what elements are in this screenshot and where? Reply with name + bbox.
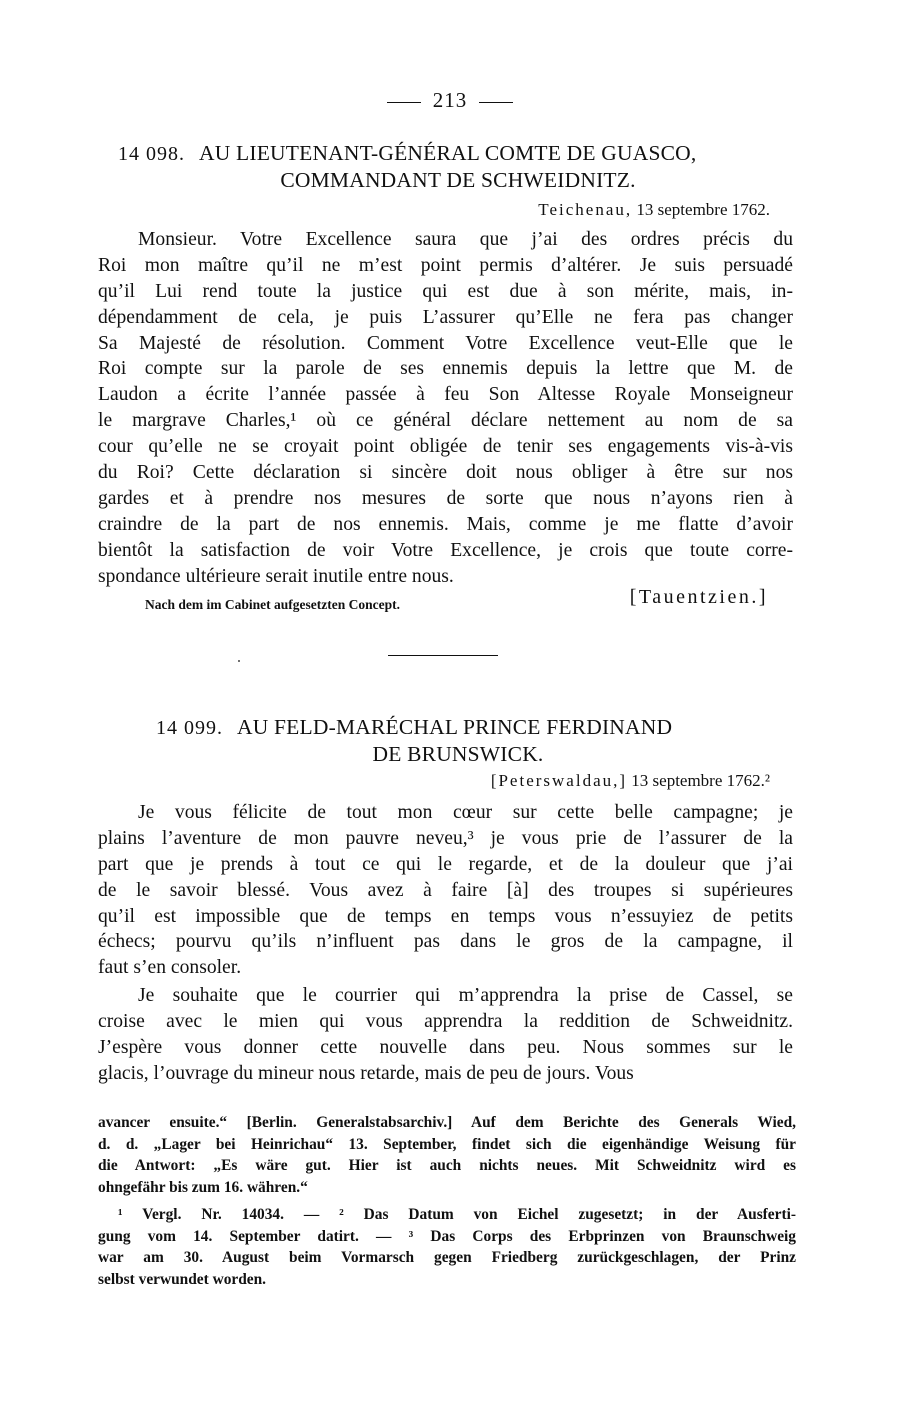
letter-1-date: 13 septembre 1762.: [636, 200, 770, 219]
body-text-line: qu’il est impossible que de temps en temps vous n’essuyiez de petits: [98, 905, 793, 927]
body-text-line: glacis, l’ouvrage du mineur nous retarde, mais de peu de jours. Vous: [98, 1062, 634, 1084]
footnote-line: war am 30. August beim Vormarsch gegen Friedberg zurückgeschlagen, der Prinz: [98, 1249, 796, 1267]
footnote-line: d. d. „Lager bei Heinrichau“ 13. September, findet sich die eigenhändige Weisung für: [98, 1135, 796, 1153]
footnote-line: selbst verwundet worden.: [98, 1270, 267, 1288]
body-text-line: le margrave Charles,¹ où ce général déclare nettement au nom de sa: [98, 410, 793, 432]
footnote-block-notes: [98, 1204, 796, 1290]
letter-1-body: [98, 227, 793, 589]
body-text-line: de le savoir blessé. Vous avez à faire [à] des troupes si supérieures: [98, 879, 793, 901]
letter-2-place: [Peterswaldau,]: [490, 771, 628, 790]
body-text-line: Je vous félicite de tout mon cœur sur cette belle campagne; je: [138, 802, 793, 823]
letter-2-title-line2: DE BRUNSWICK.: [372, 742, 544, 766]
footnote-line: ¹ Vergl. Nr. 14034. — ² Das Datum von Eichel zugesetzt; in der Ausferti-: [118, 1206, 796, 1223]
body-text-line: bientôt la satisfaction de voir Votre Excellence, je crois que toute corre-: [98, 539, 793, 561]
body-text-line: cour qu’elle ne se croyait point obligée de tenir ses engagements vis-à-vis: [98, 436, 793, 458]
letter-2-date: 13 septembre 1762.²: [631, 771, 770, 790]
body-text-line: J’espère vous donner cette nouvelle dans peu. Nous sommes sur le: [98, 1036, 793, 1058]
body-text-line: Roi compte sur la parole de ses ennemis depuis la lettre que M. de: [98, 358, 793, 380]
header-dash-left: [387, 102, 421, 103]
footnote-block-continuation: [98, 1112, 796, 1198]
page-number-header: [0, 88, 900, 113]
body-text-line: gardes et à prendre nos mesures de sorte que nous n’ayons rien à: [98, 487, 793, 509]
footnote-line: die Antwort: „Es wäre gut. Hier ist auch nichts neues. Mit Schweidnitz wird es: [98, 1157, 796, 1175]
body-text-line: faut s’en consoler.: [98, 957, 242, 979]
body-text-line: plains l’aventure de mon pauvre neveu,³ je vous prie de l’assurer de la: [98, 827, 793, 849]
letter-1-source-note: Nach dem im Cabinet aufgesetzten Concept.: [145, 597, 400, 612]
letter-1-place: Teichenau,: [538, 200, 633, 219]
page-number: 213: [432, 88, 468, 112]
letter-2-number: 14 099.: [156, 717, 223, 739]
speck: [238, 660, 240, 662]
header-dash-right: [479, 102, 513, 103]
body-text-line: part que je prends à tout ce qui le regarde, et de la douleur que j’ai: [98, 853, 793, 875]
letter-1-number: 14 098.: [118, 143, 185, 165]
body-text-line: Je souhaite que le courrier qui m’apprendra la prise de Cassel, se: [138, 985, 793, 1006]
body-text-line: dépendamment de cela, je puis L’assurer qu’Elle ne fera pas changer: [98, 306, 793, 328]
letter-1-title-line1: AU LIEUTENANT-GÉNÉRAL COMTE DE GUASCO,: [199, 141, 697, 165]
body-text-line: échecs; pourvu qu’ils n’influent pas dans le gros de la campagne, il: [98, 931, 793, 953]
footnote-line: avancer ensuite.“ [Berlin. Generalstabsarchiv.] Auf dem Berichte des Generals Wied,: [98, 1114, 796, 1131]
body-text-line: Roi mon maître qu’il ne m’est point permis d’altérer. Je suis persuadé: [98, 254, 793, 276]
body-text-line: Sa Majesté de résolution. Comment Votre Excellence veut-Elle que le: [98, 332, 793, 354]
letter-2-paragraph-2: [98, 983, 793, 1087]
body-text-line: Monsieur. Votre Excellence saura que j’ai des ordres précis du: [138, 229, 793, 250]
body-text-line: craindre de la part de nos ennemis. Mais, comme je me flatte d’avoir: [98, 513, 793, 535]
letter-1-dateline: [538, 200, 770, 220]
letter-2-title-line1: AU FELD-MARÉCHAL PRINCE FERDINAND: [237, 715, 673, 739]
body-text-line: spondance ultérieure serait inutile entre nous.: [98, 565, 454, 587]
letter-1-title-line2: COMMANDANT DE SCHWEIDNITZ.: [280, 168, 636, 192]
body-text-line: qu’il Lui rend toute la justice qui est due à son mérite, mais, in-: [98, 280, 793, 302]
footnote-line: gung vom 14. September datirt. — ³ Das Corps des Erbprinzen von Braunschweig: [98, 1227, 796, 1245]
body-text-line: croise avec le mien qui vous apprendra la reddition de Schweidnitz.: [98, 1010, 793, 1032]
letter-2-paragraph-1: [98, 800, 793, 981]
letter-1-signature: [Tauentzien.]: [629, 586, 768, 608]
letter-2-heading: [118, 714, 798, 767]
footnote-line: ohngefähr bis zum 16. währen.“: [98, 1178, 308, 1196]
letter-1-heading: [118, 140, 798, 193]
body-text-line: du Roi? Cette déclaration si sincère doit nous obliger à être sur nos: [98, 462, 793, 484]
section-divider: [388, 655, 498, 656]
letter-2-dateline: [491, 771, 770, 791]
body-text-line: Laudon a écrite l’année passée à feu Son Altesse Royale Monseigneur: [98, 384, 793, 406]
